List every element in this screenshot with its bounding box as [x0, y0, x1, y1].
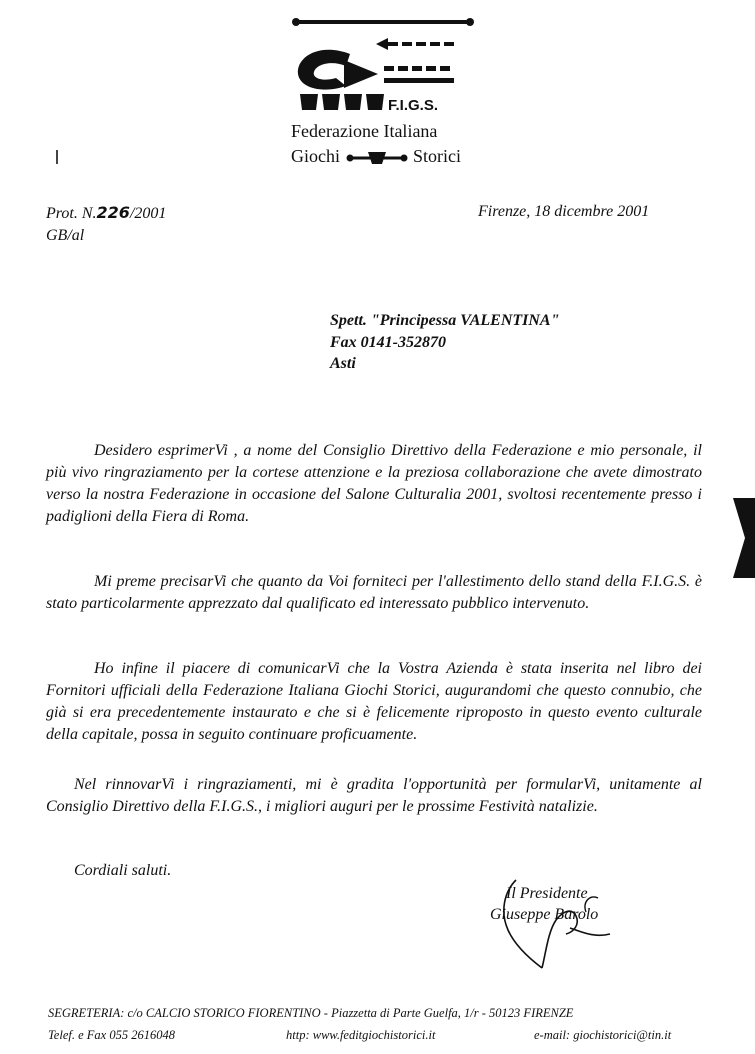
footer-phone: Telef. e Fax 055 2616048 — [48, 1028, 175, 1042]
footer-website: http: www.feditgiochistorici.it — [286, 1028, 436, 1042]
chain-ornament-icon — [346, 152, 408, 164]
protocol-number: Prot. N.226/2001 — [46, 203, 167, 222]
body-paragraph-4: Nel rinnovarVi i ringraziamenti, mi è gradita l'opportunità per formularVi, unitamente al Consiglio Direttivo della F.I.G.S., i migliori auguri per le prossime Festività natalizie. — [46, 776, 702, 815]
body-paragraph-2: Mi preme precisarVi che quanto da Voi forniteci per l'allestimento dello stand della F.I.G.S. è stato particolarmente apprezzato dal qualificato ed interessato pubblico intervenuto. — [46, 573, 702, 612]
org-name-line2 — [291, 146, 461, 167]
handwritten-signature — [486, 872, 626, 972]
signature-title: Il Presidente — [506, 885, 588, 902]
signature-name: Giuseppe Barolo — [490, 906, 599, 923]
closing-greeting: Cordiali saluti. — [74, 862, 172, 879]
page-edge-marker — [733, 498, 755, 578]
body-paragraph-1: Desidero esprimerVi , a nome del Consiglio Direttivo della Federazione e mio personale, il più vivo ringraziamento per la cortese attenzione e la preziosa collaborazione che avete dimostrato verso la nostra Federazione in occasione del Salone Culturalia 2001, svoltosi recentemente presso i padiglioni della Fiera di Roma. — [46, 442, 702, 525]
footer-address: SEGRETERIA: c/o CALCIO STORICO FIORENTINO - Piazzetta di Parte Guelfa, 1/r - 50123 FIRENZE — [48, 1006, 574, 1020]
org-name-line1: Federazione Italiana — [291, 121, 438, 141]
recipient-city: Asti — [330, 355, 356, 372]
protocol-handwritten-number: 226 — [96, 203, 130, 222]
footer-email: e-mail: giochistorici@tin.it — [534, 1028, 672, 1042]
org-name-storici: Storici — [413, 146, 461, 166]
place-date: Firenze, 18 dicembre 2001 — [478, 203, 650, 220]
recipient-name: Spett. "Principessa VALENTINA" — [330, 312, 560, 329]
org-name-giochi: Giochi — [291, 146, 340, 166]
scan-mark — [56, 150, 58, 164]
body-paragraph-3: Ho infine il piacere di comunicarVi che la Vostra Azienda è stata inserita nel libro dei Fornitori ufficiali della Federazione Italiana Giochi Storici, augurandomi che questo connubio, che già si era precedentemente instaurato e che si è felicemente riproposto in questo evento culturale della capitale, possa in seguito continuare proficuamente. — [46, 660, 702, 743]
figs-logo — [288, 14, 478, 112]
recipient-fax: Fax 0141-352870 — [330, 334, 446, 351]
reference-initials: GB/al — [46, 227, 85, 244]
logo-figs-text: F.I.G.S. — [388, 97, 439, 112]
